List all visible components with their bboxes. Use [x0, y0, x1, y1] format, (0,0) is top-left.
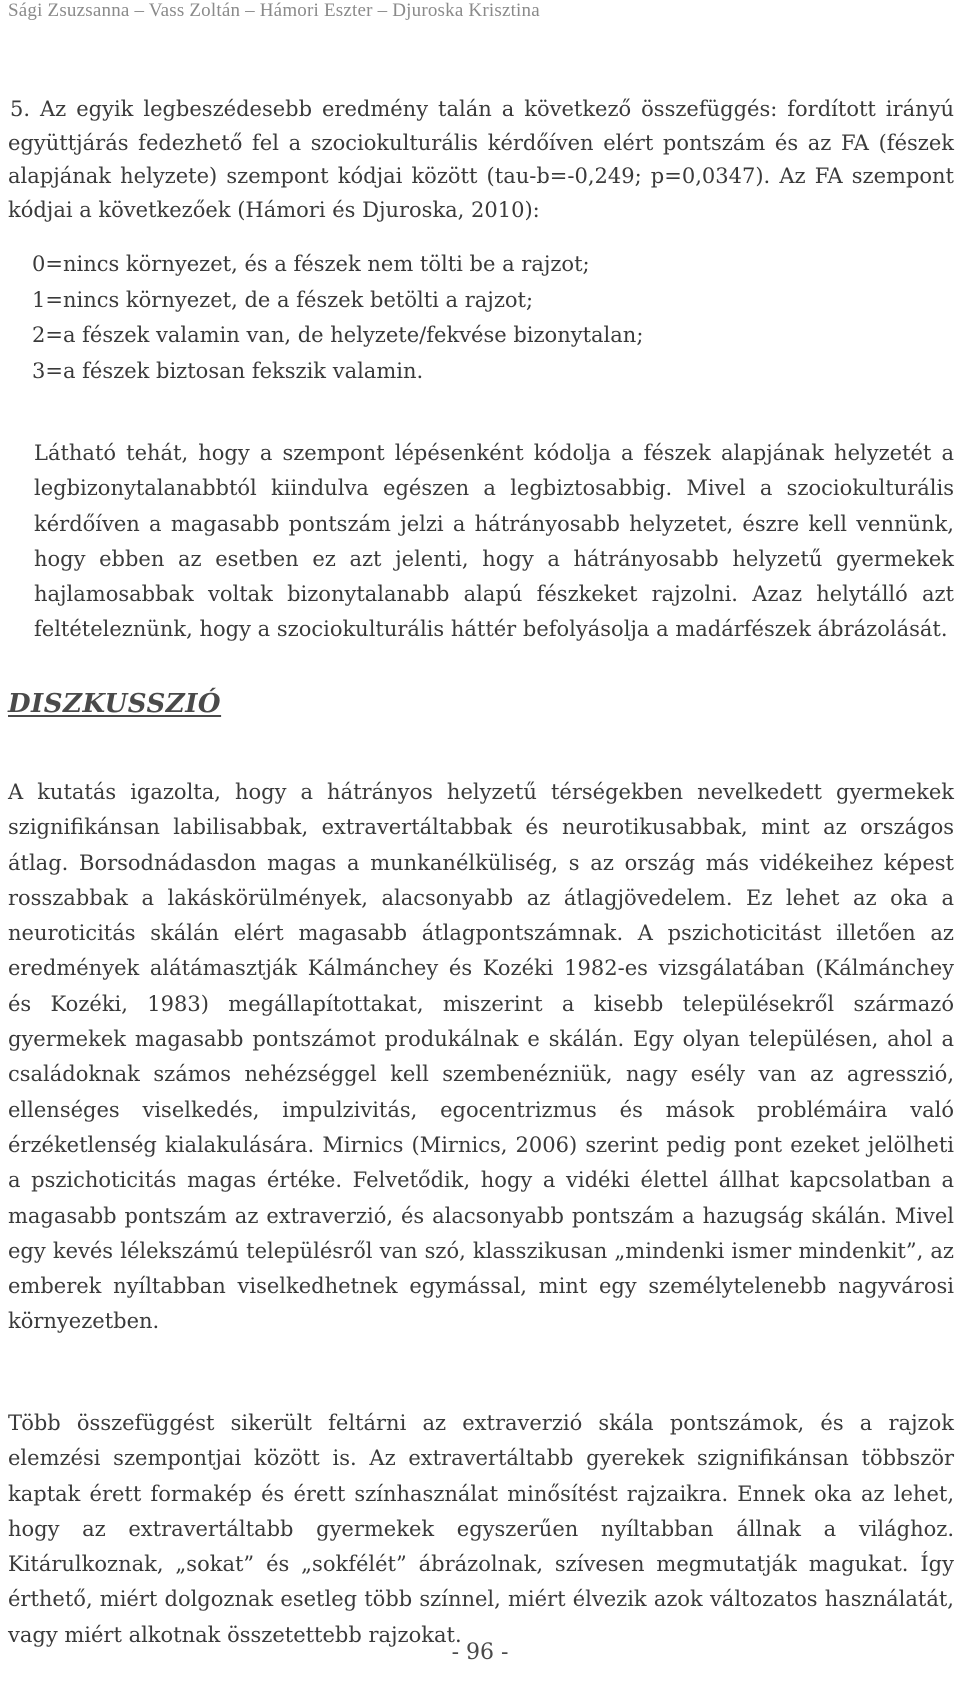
fa-code-list [32, 247, 912, 389]
code-item-3: 3=a fészek biztosan fekszik valamin. [32, 358, 424, 383]
result-paragraph: Látható tehát, hogy a szempont lépésenként kódolja a fészek alapjának helyzetét a legbizonytalanabbtól kiindulva egészen a legbiztosabbig. Mivel a szociokulturális kérdőíven a magasabb pontszám jelzi a hátrányosabb helyzetet, észre kell vennünk, hogy ebben az esetben ez azt jelenti, hogy a hátrányosabb helyzetű gyermekek hajlamosabbak voltak bizonytalanabb alapú fészkeket rajzolni. Azaz helytálló azt feltételeznünk, hogy a szociokulturális háttér befolyásolja a madárfészek ábrázolását. [34, 441, 954, 642]
running-header-authors: Sági Zsuzsanna – Vass Zoltán – Hámori Eszter – Djuroska Krisztina [8, 0, 540, 21]
code-item-2: 2=a fészek valamin van, de helyzete/fekvése bizonytalan; [32, 323, 644, 347]
discussion-paragraph-2: Több összefüggést sikerült feltárni az extraverzió skála pontszámok, és a rajzok elemzési szempontjai között is. Az extravertáltabb gyerekek szignifikánsan többször kaptak érett formakép és érett színhasználat minősítést rajzaikra. Ennek oka az lehet, hogy az extravertáltabb gyermekek egyszerűen nyíltabban állnak a világhoz. Kitárulkoznak, „sokat” és „sokfélét” ábrázolnak, szívesen megmutatják magukat. Így érthető, miért dolgoznak esetleg több színnel, miért élvezik azok változatos használatát, vagy miért alkotnak összetettebb rajzokat. [8, 1411, 954, 1647]
code-item-1: 1=nincs környezet, de a fészek betölti a rajzot; [32, 287, 534, 312]
discussion-paragraph-1: A kutatás igazolta, hogy a hátrányos helyzetű térségekben nevelkedett gyermekek szignifikánsan labilisabbak, extravertáltabbak és neurotikusabbak, mint az országos átlag. Borsodnádasdon magas a munkanélküliség, s az ország más vidékeihez képest rosszabbak a lakáskörülmények, alacsonyabb az átlagjövedelem. Ez lehet az oka a neuroticitás skálán elért magasabb átlagpontszámnak. A pszichoticitást illetően az eredmények alátámasztják Kálmánchey és Kozéki 1982-es vizsgálatában (Kálmánchey és Kozéki, 1983) megállapítottakat, miszerint a kisebb településekről származó gyermekek magasabb pontszámot produkálnak e skálán. Egy olyan településen, ahol a családoknak számos nehézséggel kell szembenézniük, nagy esély van az agresszió, ellenséges viselkedés, impulzivitás, egocentrizmus és mások problémáira való érzéketlenség kialakulására. Mirnics (Mirnics, 2006) szerint pedig pont ezeket jelölheti a pszichoticitás magas értéke. Felvetődik, hogy a vidéki élettel állhat kapcsolatban a magasabb pontszám az extraverzió, és alacsonyabb pontszám a hazugság skálán. Mivel egy kevés lélekszámú településről van szó, klasszikusan „mindenki ismer mindenkit”, az emberek nyíltabban viselkedhetnek egymással, mint egy személytelenebb nagyvárosi környezetben. [8, 780, 954, 1334]
code-item-0: 0=nincs környezet, és a fészek nem tölti be a rajzot; [32, 252, 590, 276]
numbered-finding-5: 5. Az egyik legbeszédesebb eredmény talán a következő összefüggés: fordított irányú együttjárás fedezhető fel a szociokulturális kérdőíven elért pontszám és az FA (fészek alapjának helyzete) szempont kódjai között (tau-b=-0,249; p=0,0347). Az FA szempont kódjai a következőek (Hámori és Djuroska, 2010): [8, 97, 954, 222]
page-number: - 96 - [451, 1640, 509, 1665]
section-heading-discussion: DISZKUSSZIÓ [8, 689, 222, 719]
